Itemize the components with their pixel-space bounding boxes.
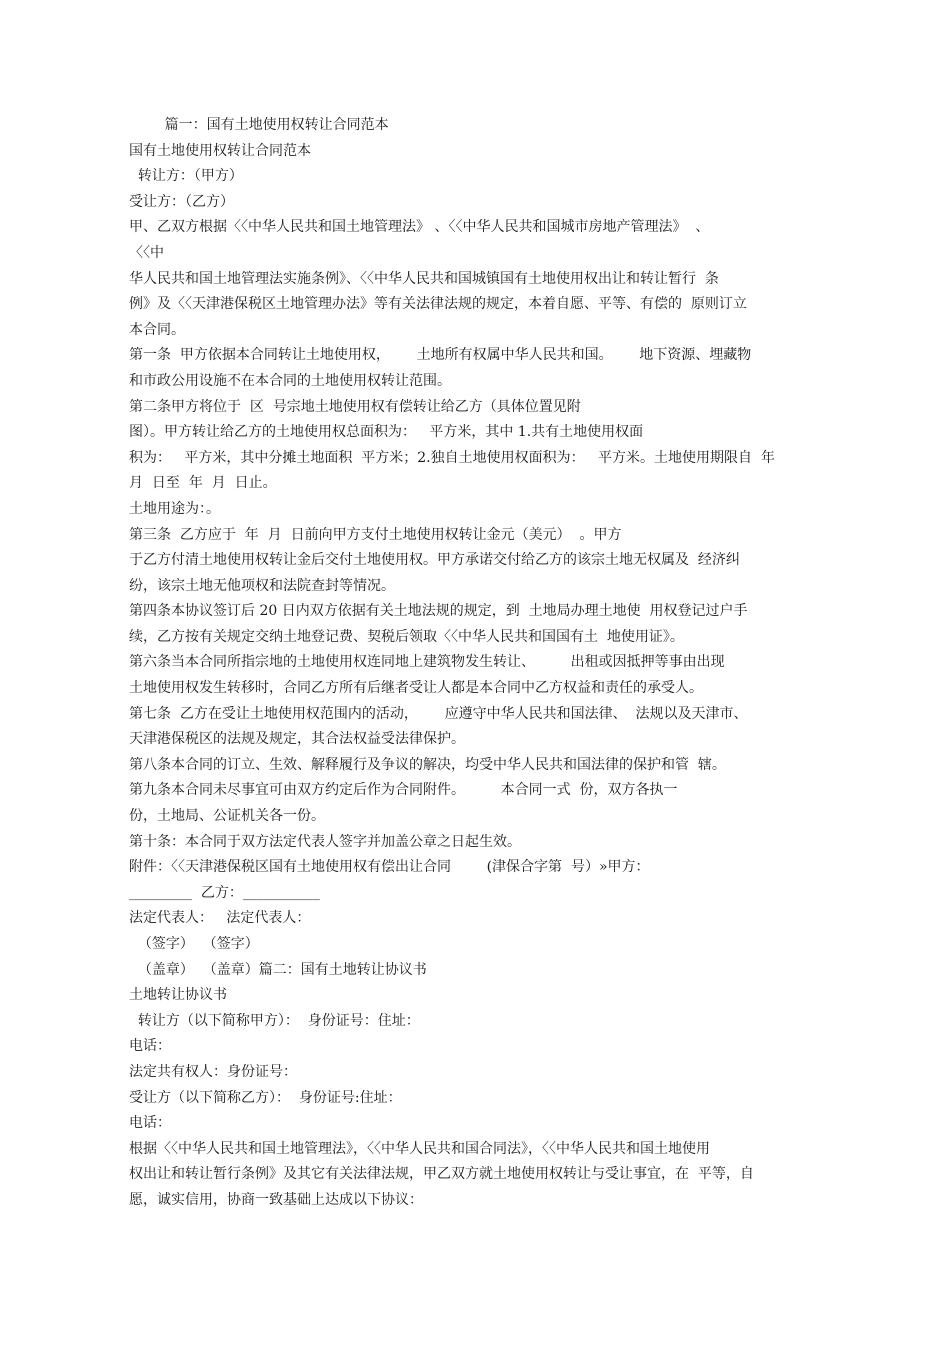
document-body [129,113,809,1214]
text-line: 转让方：（甲方） [129,168,243,185]
text-line: 于乙方付清土地使用权转让金后交付土地使用权。甲方承诺交付给乙方的该宗土地无权属及 经济纠 [129,552,740,569]
text-line: 权出让和转让暂行条例》及其它有关法律法规，甲乙双方就土地使用权转让与受让事宜，在 平等，自 [129,1166,754,1183]
text-line: 篇一：国有土地使用权转让合同范本 [129,117,389,133]
text-line: 土地使用权发生转移时，合同乙方所有后继者受让人都是本合同中乙方权益和责任的承受人。 [129,680,703,697]
text-line: 第六条当本合同所指宗地的土地使用权连同地上建筑物发生转让、 出租或因抵押等事由出现 [129,654,725,671]
text-line: 电话： [129,1038,171,1055]
text-line: （签字） （签字） [129,936,259,952]
text-line: 月 日至 年 月 日止。 [129,475,277,492]
text-line: 国有土地使用权转让合同范本 [129,142,311,159]
text-line: 积为： 平方米，其中分摊土地面积 平方米；2.独自土地使用权面积为： 平方米。土地使用期限自 年 [129,449,775,466]
text-line: 第七条 乙方在受让土地使用权范围内的活动， 应遵守中华人民共和国法律、 法规以及天津市、 [129,705,748,722]
text-line: 第一条 甲方依据本合同转让土地使用权， 土地所有权属中华人民共和国。 地下资源、埋藏物 [129,347,752,364]
text-line: 本合同。 [129,321,185,338]
text-line: _________ 乙方：___________ [129,884,320,901]
text-line: 例》及〈〈天津港保税区土地管理办法》等有关法律法规的规定，本着自愿、平等、有偿的 原则订立 [129,296,747,313]
text-line: 第二条甲方将位于 区 号宗地土地使用权有偿转让给乙方（具体位置见附 [129,398,581,415]
text-line: 甲、乙双方根据〈〈中华人民共和国土地管理法》 、〈〈中华人民共和国城市房地产管理法》 、 [129,219,710,236]
text-line: 华人民共和国土地管理法实施条例》、〈〈中华人民共和国城镇国有土地使用权出让和转让暂行 条 [129,270,719,287]
text-line: 土地用途为：。 [129,500,220,517]
text-line: 愿，诚实信用，协商一致基础上达成以下协议： [129,1191,423,1208]
text-line: 受让方（以下简称乙方）： 身份证号:住址： [129,1089,402,1106]
text-line: 法定共有权人：身份证号： [129,1063,297,1080]
text-line: 纷，该宗土地无他项权和法院查封等情况。 [129,577,395,594]
text-line: 和市政公用设施不在本合同的土地使用权转让范围。 [129,372,451,389]
text-line: 续，乙方按有关规定交纳土地登记费、契税后领取〈〈中华人民共和国国有土 地使用证》。 [129,628,684,645]
text-line: 第九条本合同未尽事宜可由双方约定后作为合同附件。 本合同一式 份，双方各执一 [129,782,678,799]
text-line: 份，土地局、公证机关各一份。 [129,808,325,825]
text-line: 图）。甲方转让给乙方的土地使用权总面积为： 平方米，其中 1.共有土地使用权面 [129,424,644,441]
text-line: 受让方：（乙方） [129,193,234,210]
text-line: （盖章） （盖章）篇二：国有土地转让协议书 [129,961,427,978]
text-line: 第十条：本合同于双方法定代表人签字并加盖公章之日起生效。 [129,833,521,850]
text-line: 附件：〈〈天津港保税区国有土地使用权有偿出让合同 (津保合字第 号）»甲方： [129,859,650,876]
text-line: 电话： [129,1115,171,1132]
text-line: 转让方（以下简称甲方）： 身份证号：住址： [129,1012,420,1029]
text-line: 土地转让协议书 [129,987,227,1004]
text-line: 〈〈中 [129,244,164,261]
text-line: 第八条本合同的订立、生效、解释履行及争议的解决，均受中华人民共和国法律的保护和管 辖。 [129,756,726,773]
text-line: 法定代表人： 法定代表人： [129,910,311,927]
text-line: 第三条 乙方应于 年 月 日前向甲方支付土地使用权转让金元（美元） 。甲方 [129,526,622,543]
text-line: 第四条本协议签订后 20 日内双方依据有关土地法规的规定，到 土地局办理土地使 用权登记过户手 [129,603,748,620]
text-line: 根据〈〈中华人民共和国土地管理法》，〈〈中华人民共和国合同法》，〈〈中华人民共和国土地使用 [129,1140,710,1157]
text-line: 天津港保税区的法规及规定，其合法权益受法律保护。 [129,731,465,748]
